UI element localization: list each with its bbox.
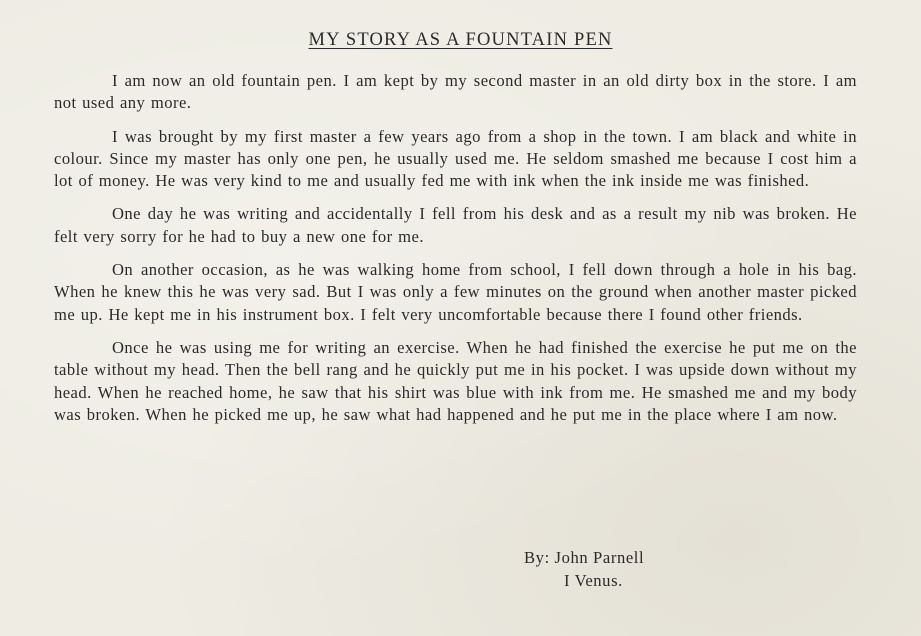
author-byline: By: John Parnell: [524, 548, 645, 567]
paragraph-3: One day he was writing and accidentally I fell from his desk and as a result my nib was broken. He felt very sorry for he had to buy a new one for me.: [54, 204, 857, 246]
signature-block: [524, 546, 644, 592]
paragraph-5: Once he was using me for writing an exercise. When he had finished the exercise he put me on the table without my head. Then the bell rang and he quickly put me in his pocket. I was upside down without my head. When he reached home, he saw that his shirt was blue with ink from me. He smashed me and my body was broken. When he picked me up, he saw what had happened and he put me in the place where I am now.: [54, 337, 857, 424]
paragraph-4: On another occasion, as he was walking home from school, I fell down through a hole in his bag. When he knew this he was very sad. But I was only a few minutes on the ground when another master picked me up. He kept me in his instrument box. I felt very uncomfortable because there I found other friends.: [54, 260, 857, 324]
story-title: [0, 30, 921, 51]
paragraph-2: I was brought by my first master a few years ago from a shop in the town. I am black and white in colour. Since my master has only one pen, he usually used me. He seldom smashed me because I cost him a lot of money. He was very kind to me and usually fed me with ink when the ink inside me was finished.: [54, 126, 857, 191]
story-body: [54, 70, 857, 437]
paragraph-1: I am now an old fountain pen. I am kept by my second master in an old dirty box in the store. I am not used any more.: [54, 71, 857, 113]
story-title-text: MY STORY AS A FOUNTAIN PEN: [308, 30, 613, 50]
bleed-through-text: [0, 0, 921, 17]
author-class: I Venus.: [564, 571, 623, 590]
